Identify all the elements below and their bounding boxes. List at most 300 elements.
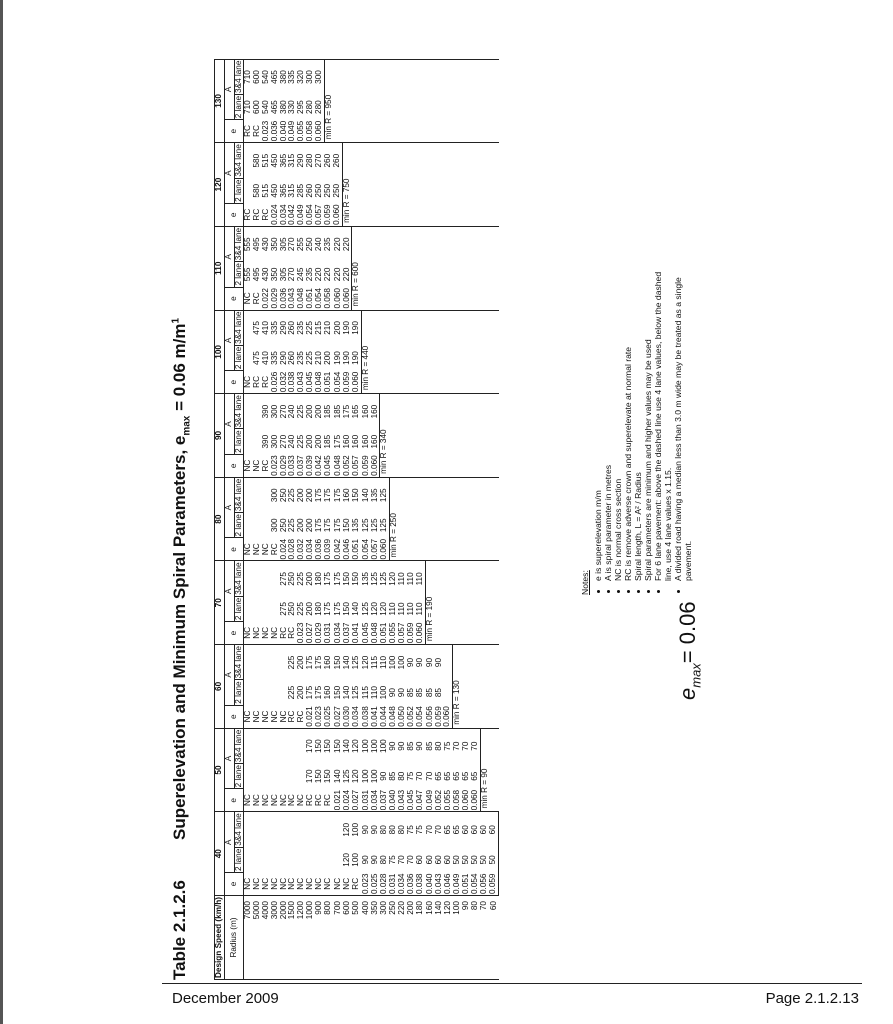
a-2lane-cell: 65 [451,771,461,781]
a-2lane-cell: 50 [461,855,471,865]
a-2lane-cell: 305 [278,267,288,282]
e-cell: 0.047 [415,789,425,811]
a-2lane-cell [416,513,425,538]
min-radius-90: min R = 340 [380,394,389,478]
e-cell: 0.060 [378,538,388,560]
a-2lane-cell: 225 [296,434,306,449]
a-2lane-cell [471,262,480,287]
a-2lane-cell: 225 [304,351,314,365]
a-34lane-cell: 65 [443,812,452,847]
a-34lane-cell: 475 [253,310,262,345]
a-34lane-cell [489,477,498,512]
table-number: Table 2.1.2.6 [170,880,189,980]
table-row [435,59,444,979]
a-34lane-cell [253,812,262,847]
a-34lane-cell: 185 [333,394,342,429]
e-cell [371,203,380,226]
a-34lane-cell: 200 [315,394,324,429]
a-2lane-cell: 90 [360,855,370,865]
a-2lane-cell: 450 [269,183,279,198]
a-2lane-cell: 120 [351,769,361,784]
a-34lane-cell: 240 [315,226,324,261]
e-cell: NC [332,877,342,890]
a-34lane-cell: 200 [297,645,306,680]
a-2lane-cell: 200 [304,518,314,533]
a-2lane-cell: 110 [369,686,379,700]
header-speed-100: 100 [215,310,225,394]
a-34lane-cell [389,394,398,429]
footer-page: Page 2.1.2.13 [765,990,859,1007]
a-34lane-cell [371,143,380,178]
header-e: e [224,203,244,226]
a-2lane-cell: 280 [304,100,314,114]
e-cell: 0.032 [278,371,288,393]
header-e: e [224,873,244,896]
a-2lane-cell [462,429,471,454]
radius-cell: 700 [333,896,342,980]
a-2lane-cell: 710 [243,100,253,114]
a-34lane-cell: 90 [361,812,370,847]
a-34lane-cell [398,143,407,178]
a-2lane-cell: 285 [296,183,306,198]
a-2lane-cell: 580 [252,183,262,198]
a-34lane-cell [416,394,425,429]
a-2lane-cell [471,429,480,454]
a-34lane-cell [480,310,489,345]
e-cell [462,454,471,477]
e-cell [398,203,407,226]
e-cell [380,287,389,310]
a-2lane-cell: 60 [424,855,434,865]
a-2lane-cell [489,680,498,705]
e-cell [380,120,389,143]
e-cell: 0.034 [278,204,288,225]
notes-heading: Notes: [580,570,590,595]
e-cell: 0.027 [304,622,314,644]
a-34lane-cell [443,226,452,261]
e-cell: RC [278,626,288,639]
a-2lane-cell: 90 [379,771,389,781]
a-34lane-cell [407,477,416,512]
a-34lane-cell [471,310,480,345]
header-speed-90: 90 [215,394,225,478]
a-34lane-cell: 150 [315,728,324,763]
a-2lane-cell [371,262,380,287]
a-34lane-cell: 125 [352,645,361,680]
a-2lane-cell [407,345,416,370]
a-2lane-cell [398,262,407,287]
table-row [389,59,398,979]
header-speed-70: 70 [215,561,225,645]
a-34lane-cell: 200 [306,561,315,596]
a-2lane-cell [443,178,452,203]
a-34lane-cell: 235 [324,226,333,261]
a-34lane-cell: 225 [297,394,306,429]
header-radius: Radius (m) [224,896,244,980]
header-speed-60: 60 [215,645,225,729]
a-34lane-cell: 80 [389,812,398,847]
header-2-lane: 2 lane [233,263,243,286]
a-34lane-cell: 110 [398,561,407,596]
a-34lane-cell: 365 [280,143,289,178]
e-cell: NC [323,877,333,890]
a-2lane-cell: 350 [269,267,279,282]
radius-cell: 180 [416,896,425,980]
a-2lane-cell [462,513,471,538]
e-cell: NC [243,794,253,807]
a-2lane-cell: 50 [479,855,489,865]
a-2lane-cell: 160 [341,434,351,449]
a-34lane-cell: 300 [271,477,280,512]
a-2lane-cell [489,764,498,789]
a-2lane-cell: 110 [416,596,425,621]
e-cell [443,287,452,310]
e-cell: 0.058 [323,288,333,309]
e-cell: 0.023 [260,120,270,142]
a-34lane-cell: 165 [352,394,361,429]
a-2lane-cell [489,94,498,119]
a-2lane-cell: 100 [351,853,361,867]
note-item: • NC is normal cross section [613,255,623,581]
e-cell: 0.023 [269,455,279,476]
e-cell: 0.027 [351,789,361,811]
e-cell [416,203,425,226]
radius-cell: 600 [343,896,352,980]
a-2lane-cell: 50 [470,855,480,865]
e-cell: 0.055 [442,789,452,811]
radius-cell: 200 [407,896,416,980]
a-34lane-cell: 75 [443,728,452,763]
e-cell: 0.024 [278,538,288,560]
a-34lane-cell: 465 [271,59,280,94]
a-2lane-cell [471,596,480,621]
e-cell: 0.051 [304,288,314,309]
a-2lane-cell: 390 [260,434,270,449]
e-cell: RC [323,794,333,807]
a-34lane-cell [489,143,498,178]
a-34lane-cell: 125 [380,477,389,512]
a-34lane-cell [389,143,398,178]
a-34lane-cell: 250 [306,226,315,261]
e-cell: RC [287,626,297,639]
title-eq: = 0.06 m/m [170,323,189,416]
e-cell [425,538,434,561]
e-cell: RC [252,125,262,137]
e-cell [471,287,480,310]
a-2lane-cell [435,429,444,454]
e-cell: 0.060 [332,288,342,309]
table-title [170,318,192,980]
e-cell: 0.058 [451,789,461,811]
e-cell [462,120,471,143]
e-cell: 0.059 [341,371,351,393]
e-cell [425,203,434,226]
a-2lane-cell: 110 [388,602,398,616]
header-e: e [224,454,244,477]
a-34lane-cell [489,394,498,429]
e-cell [333,120,342,143]
a-2lane-cell [489,596,498,621]
a-34lane-cell: 200 [306,477,315,512]
e-cell [471,120,480,143]
e-cell: 0.032 [296,538,306,560]
a-2lane-cell: 90 [397,688,407,698]
a-34lane-cell: 495 [253,226,262,261]
a-34lane-cell: 225 [288,645,297,680]
e-cell: 0.025 [369,873,379,895]
a-34lane-cell: 120 [389,561,398,596]
a-34lane-cell [244,477,253,512]
a-34lane-cell: 90 [398,728,407,763]
table-row [480,59,489,979]
a-34lane-cell [480,477,489,512]
header-34-lane: 3&4 lane [233,227,243,261]
e-cell [462,287,471,310]
e-cell: 0.039 [304,455,314,476]
a-2lane-cell: 330 [287,100,297,114]
a-34lane-cell: 70 [471,728,480,763]
a-34lane-cell [407,143,416,178]
e-cell [407,371,416,394]
a-34lane-cell: 305 [280,226,289,261]
header-e: e [224,622,244,645]
a-2lane-cell [471,345,480,370]
e-cell: 0.048 [388,706,398,727]
a-2lane-cell: 175 [332,434,342,449]
a-2lane-cell: 410 [260,351,270,365]
e-cell: NC [269,794,279,807]
a-34lane-cell: 290 [297,143,306,178]
a-34lane-cell: 160 [361,394,370,429]
e-cell: 0.034 [332,622,342,644]
a-2lane-cell [480,262,489,287]
a-2lane-cell [453,94,462,119]
header-2-lane: 2 lane [233,95,243,119]
radius-cell: 250 [389,896,398,980]
a-2lane-cell: 135 [351,518,361,533]
a-2lane-cell [343,94,352,119]
e-cell: 0.023 [360,873,370,895]
e-cell: RC [252,292,262,305]
e-cell: 0.057 [369,538,379,560]
header-e: e [224,287,244,310]
a-2lane-cell [253,513,262,538]
a-34lane-cell: 75 [416,812,425,847]
a-34lane-cell: 120 [343,812,352,847]
a-2lane-cell [244,429,253,454]
table-row [425,59,434,979]
a-2lane-cell: 225 [296,602,306,616]
a-2lane-cell [371,178,380,203]
min-radius-50: min R = 90 [480,728,489,812]
a-34lane-cell [416,226,425,261]
a-34lane-cell: 70 [425,812,434,847]
e-cell [425,454,434,477]
min-radius-120: min R = 750 [343,143,352,227]
a-34lane-cell: 335 [288,59,297,94]
e-cell: 0.043 [433,873,443,895]
a-2lane-cell: 65 [471,764,480,789]
a-34lane-cell: 170 [306,728,315,763]
a-34lane-cell [380,226,389,261]
a-34lane-cell: 90 [416,728,425,763]
a-2lane-cell: 80 [379,855,389,865]
a-2lane-cell: 75 [388,855,398,865]
a-34lane-cell: 120 [352,728,361,763]
a-2lane-cell: 235 [304,267,314,282]
a-2lane-cell: 200 [323,351,333,365]
radius-cell: 5000 [253,896,262,980]
a-2lane-cell: 300 [269,434,279,449]
a-2lane-cell: 120 [379,602,389,616]
a-34lane-cell [480,561,489,596]
header-2-lane: 2 lane [233,765,243,788]
e-cell [489,454,498,477]
a-2lane-cell [352,94,361,119]
e-cell [443,203,452,226]
a-2lane-cell [271,680,280,705]
a-2lane-cell: 125 [380,513,389,538]
header-design-speed: Design Speed (km/h) [214,897,223,978]
a-2lane-cell: 220 [323,267,333,282]
table-row [453,59,462,979]
e-cell [489,371,498,394]
header-speed-110: 110 [215,226,225,310]
a-2lane-cell: 250 [323,183,333,198]
a-34lane-cell [453,59,462,94]
a-34lane-cell: 140 [361,477,370,512]
e-cell: 0.036 [278,288,288,309]
a-2lane-cell: 555 [243,267,253,282]
e-cell: 0.042 [314,455,324,476]
e-cell: 0.031 [323,622,333,644]
e-cell: 0.029 [314,622,324,644]
page-left-border [0,0,3,1024]
a-34lane-cell [471,561,480,596]
e-cell: 0.037 [296,455,306,476]
e-cell: NC [341,877,351,890]
a-2lane-cell [262,847,271,872]
a-2lane-cell: 125 [351,685,361,700]
a-34lane-cell [244,645,253,680]
e-cell [398,120,407,143]
a-2lane-cell: 70 [415,771,425,781]
a-2lane-cell [416,345,425,370]
a-2lane-cell: 90 [369,855,379,865]
a-34lane-cell: 100 [371,728,380,763]
e-cell [398,287,407,310]
a-2lane-cell [262,764,271,789]
note-item: • Spiral parameters are minimum and higher values may be used [643,255,653,581]
a-34lane-cell [306,812,315,847]
header-A: A [224,561,234,622]
emax-sub: max [688,663,704,688]
e-cell: 0.060 [415,622,425,644]
a-2lane-cell: 150 [314,769,324,784]
a-2lane-cell [389,262,398,287]
a-2lane-cell [271,847,280,872]
a-2lane-cell: 240 [287,434,297,449]
a-34lane-cell [253,561,262,596]
a-2lane-cell: 290 [278,351,288,365]
e-cell: NC [252,710,262,723]
a-34lane-cell [425,310,434,345]
a-34lane-cell: 175 [315,645,324,680]
header-2-lane: 2 lane [233,681,243,704]
a-34lane-cell [425,477,434,512]
a-34lane-cell: 235 [297,310,306,345]
a-2lane-cell [389,429,398,454]
radius-cell: 3000 [271,896,280,980]
a-2lane-cell [462,345,471,370]
e-cell: RC [260,208,270,221]
e-cell [389,371,398,394]
e-cell: 0.043 [296,371,306,393]
a-2lane-cell: 175 [314,518,324,533]
a-34lane-cell: 270 [288,226,297,261]
a-2lane-cell: 190 [341,351,351,365]
a-34lane-cell [480,143,489,178]
a-34lane-cell [244,812,253,847]
header-speed-120: 120 [215,143,225,227]
a-34lane-cell [435,394,444,429]
a-34lane-cell: 410 [262,310,271,345]
e-cell: NC [278,710,288,723]
e-cell: NC [260,877,270,890]
header-34-lane: 3&4 lane [233,478,243,512]
a-2lane-cell [407,262,416,287]
a-2lane-cell [244,680,253,705]
e-cell [462,705,471,728]
e-cell [435,120,444,143]
e-cell [371,287,380,310]
e-cell [425,120,434,143]
note-item: • A is spiral parameter in metres [603,255,613,581]
table-row [489,59,498,979]
a-34lane-cell: 150 [352,477,361,512]
a-2lane-cell: 85 [415,688,425,698]
e-cell: 0.060 [469,789,479,811]
e-cell: 0.023 [314,706,324,727]
e-cell: 0.043 [287,288,297,309]
a-34lane-cell [425,226,434,261]
a-34lane-cell: 70 [453,728,462,763]
a-2lane-cell: 300 [269,518,279,533]
e-cell [453,120,462,143]
a-34lane-cell [361,226,370,261]
a-2lane-cell [443,262,452,287]
e-cell [361,203,370,226]
a-2lane-cell [435,94,444,119]
a-34lane-cell: 555 [244,226,253,261]
e-cell [389,203,398,226]
a-34lane-cell [443,59,452,94]
e-cell [480,454,489,477]
a-2lane-cell [435,513,444,538]
header-2-lane: 2 lane [233,597,243,621]
a-2lane-cell [324,847,333,872]
radius-cell: 4000 [262,896,271,980]
a-34lane-cell: 90 [416,645,425,680]
a-34lane-cell: 430 [262,226,271,261]
header-2-lane: 2 lane [233,848,243,872]
e-cell [489,789,498,812]
header-speed-40: 40 [215,812,225,896]
e-cell: 0.044 [379,706,389,727]
a-2lane-cell: 600 [252,100,262,114]
a-34lane-cell: 350 [271,226,280,261]
a-34lane-cell [371,59,380,94]
